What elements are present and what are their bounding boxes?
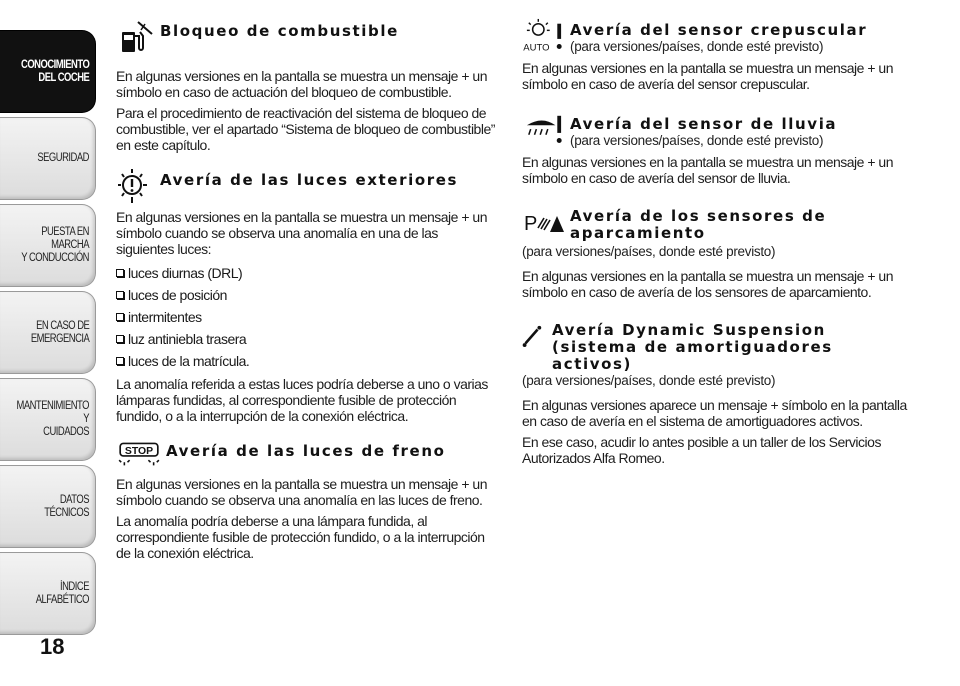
- section-title: Avería del sensor de lluvia: [570, 115, 838, 133]
- rain-sensor-fault-icon: [522, 112, 566, 150]
- section-fuel-block: [116, 18, 498, 153]
- paragraph: Para el procedimiento de reactivación del sistema de bloqueo de combustible, ver el apartado “Sistema de bloqueo de combustible” en este capítulo.: [116, 105, 495, 153]
- paragraph: En algunas versiones en la pantalla se muestra un mensaje + un símbolo en caso de avería del sensor crepuscular.: [522, 60, 893, 92]
- right-column: [522, 18, 912, 480]
- checkbox-bullet-icon: [116, 335, 124, 343]
- tab-puesta-en-marcha[interactable]: PUESTA EN MARCHA Y CONDUCCIÓN: [0, 204, 96, 287]
- section-dynamic-suspension: [522, 320, 912, 466]
- paragraph: En algunas versiones en la pantalla se muestra un mensaje + un símbolo en caso de avería del sensor de lluvia.: [522, 154, 893, 186]
- tab-datos-tecnicos[interactable]: DATOS TÉCNICOS: [0, 465, 96, 548]
- section-twilight-sensor: [522, 18, 912, 92]
- section-title: Avería de las luces de freno: [166, 442, 446, 460]
- section-subtitle: (para versiones/países, donde esté previsto): [522, 373, 776, 388]
- svg-text:AUTO: AUTO: [523, 42, 550, 54]
- svg-text:STOP: STOP: [124, 445, 154, 457]
- section-title: Bloqueo de combustible: [160, 22, 399, 40]
- paragraph: En ese caso, acudir lo antes posible a un taller de los Servicios Autorizados Alfa Romeo.: [522, 434, 881, 466]
- paragraph: En algunas versiones en la pantalla se muestra un mensaje + un símbolo en caso de avería de los sensores de aparcamiento.: [522, 268, 893, 300]
- paragraph: La anomalía referida a estas luces podría deberse a uno o varias lámparas fundidas, al correspondiente fusible de protección fundido, o a la interrupción de la conexión eléctrica.: [116, 376, 488, 424]
- list-item: intermitentes: [116, 306, 498, 328]
- section-exterior-lights: [116, 167, 498, 424]
- twilight-sensor-fault-icon: [522, 18, 566, 56]
- suspension-fault-icon: [522, 320, 548, 358]
- checkbox-bullet-icon: [116, 357, 124, 365]
- paragraph: La anomalía podría deberse a una lámpara fundida, al correspondiente fusible de protección fundido, o a la interrupción de la conexión eléctrica.: [116, 513, 485, 561]
- section-subtitle: (para versiones/países, donde esté previsto): [570, 133, 824, 148]
- chapter-tabs: [0, 0, 100, 686]
- paragraph: En algunas versiones aparece un mensaje + símbolo en la pantalla en caso de avería en el sistema de amortiguadores activos.: [522, 397, 907, 429]
- paragraph: En algunas versiones en la pantalla se muestra un mensaje + un símbolo cuando se observa una anomalía en una de las siguientes luces:: [116, 209, 487, 257]
- svg-text:P: P: [524, 213, 538, 235]
- tab-en-caso-de-emergencia[interactable]: EN CASO DE EMERGENCIA: [0, 291, 96, 374]
- page-number: 18: [40, 634, 65, 659]
- tab-mantenimiento[interactable]: MANTENIMIENTO Y CUIDADOS: [0, 378, 96, 461]
- section-rain-sensor: [522, 112, 912, 186]
- lights-list: [116, 262, 498, 372]
- checkbox-bullet-icon: [116, 313, 124, 321]
- section-title: Avería Dynamic Suspension (sistema de amortiguadores activos): [552, 321, 833, 373]
- list-item: luces diurnas (DRL): [116, 262, 498, 284]
- section-title: Avería del sensor crepuscular: [570, 21, 868, 39]
- section-title: Avería de las luces exteriores: [160, 171, 459, 189]
- section-title: Avería de los sensores de aparcamiento: [570, 207, 827, 242]
- left-column: [116, 18, 498, 575]
- list-item: luces de la matrícula.: [116, 350, 498, 372]
- section-subtitle: (para versiones/países, donde esté previsto): [570, 39, 824, 54]
- stop-light-fault-icon: [116, 438, 162, 476]
- paragraph: En algunas versiones en la pantalla se muestra un mensaje + un símbolo cuando se observa una anomalía en las luces de freno.: [116, 476, 487, 508]
- tab-indice-alfabetico[interactable]: ÍNDICE ALFABÉTICO: [0, 552, 96, 635]
- checkbox-bullet-icon: [116, 269, 124, 277]
- section-subtitle: (para versiones/países, donde esté previsto): [522, 244, 776, 259]
- list-item: luces de posición: [116, 284, 498, 306]
- paragraph: En algunas versiones en la pantalla se muestra un mensaje + un símbolo en caso de actuación del bloqueo de combustible.: [116, 68, 487, 100]
- parking-sensor-fault-icon: [522, 206, 566, 244]
- section-parking-sensors: [522, 206, 912, 300]
- checkbox-bullet-icon: [116, 291, 124, 299]
- section-brake-lights: [116, 438, 498, 561]
- tab-seguridad[interactable]: SEGURIDAD: [0, 117, 96, 200]
- tab-conocimiento-del-coche[interactable]: CONOCIMIENTO DEL COCHE: [0, 30, 96, 113]
- list-item: luz antiniebla trasera: [116, 328, 498, 350]
- exterior-light-fault-icon: [116, 167, 156, 205]
- fuel-pump-icon: [116, 18, 156, 56]
